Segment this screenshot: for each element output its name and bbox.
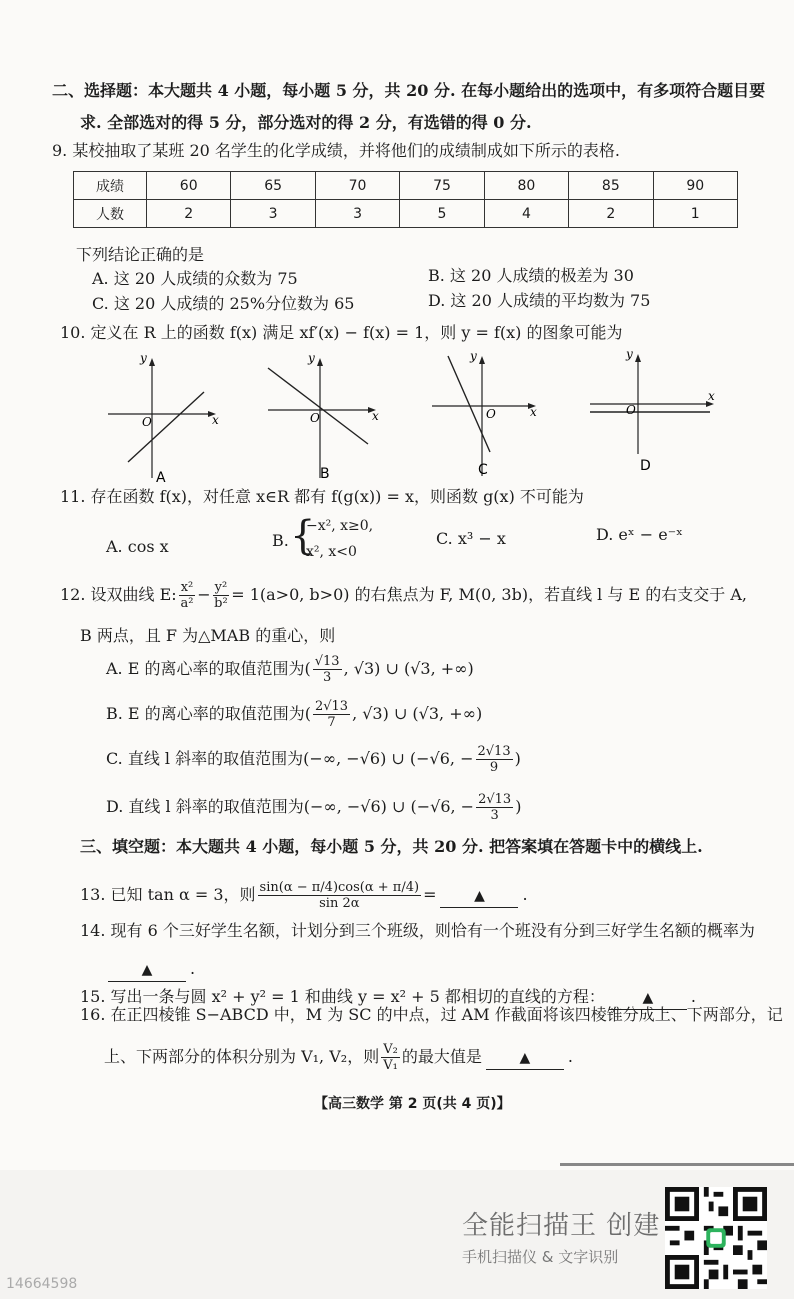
origin-label: O (486, 407, 496, 421)
triangle-marker-icon: ▲ (642, 990, 654, 1006)
q13 (80, 880, 528, 911)
period: . (190, 959, 196, 978)
answer-blank[interactable] (440, 884, 518, 908)
table-cell: 5 (400, 200, 484, 228)
fraction-numerator: x² (180, 580, 194, 595)
fraction-denominator: a² (180, 596, 194, 611)
scanner-brand: 全能扫描王 创建 (462, 1211, 661, 1241)
q9-option-d: D. 这 20 人成绩的平均数为 75 (428, 291, 651, 310)
table-cell: 65 (231, 172, 315, 200)
table-cell: 3 (231, 200, 315, 228)
triangle-marker-icon: ▲ (474, 888, 485, 904)
table-header-count: 人数 (74, 200, 147, 228)
option-text: A. E 的离心率的取值范围为( (106, 659, 311, 678)
minus-sign: − (197, 585, 211, 604)
q12-line2: B 两点，且 F 为△MAB 的重心，则 (80, 626, 336, 645)
document-id: 14664598 (6, 1276, 78, 1292)
period: . (522, 885, 528, 904)
q12-option-d (106, 792, 521, 823)
q13-pre: 13. 已知 tan α = 3，则 (80, 885, 256, 904)
table-cell: 3 (315, 200, 399, 228)
q11-option-b-label: B. (272, 531, 289, 550)
q14-line1: 14. 现有 6 个三好学生名额，计划分到三个班级，则恰有一个班没有分到三好学生名额的概率为 (80, 921, 755, 940)
axis-x-label: x (530, 405, 537, 419)
q10-graph-b (260, 350, 390, 485)
q15-text: 15. 写出一条与圆 x² + y² = 1 和曲线 y = x² + 5 都相切的直线的方程： (80, 987, 605, 1006)
option-text: C. 直线 l 斜率的取值范围为(−∞, −√6) ∪ (−√6, − (106, 749, 474, 768)
table-cell: 85 (569, 172, 653, 200)
table-cell: 2 (147, 200, 231, 228)
option-text: B. E 的离心率的取值范围为( (106, 704, 311, 723)
graph-label-a: A (156, 470, 166, 485)
q12-stem (60, 580, 747, 611)
table-cell: 70 (315, 172, 399, 200)
fraction-denominator: sin 2α (319, 896, 360, 911)
q12-option-a (106, 654, 474, 685)
qr-code-icon[interactable] (665, 1187, 767, 1289)
option-text: , √3) ∪ (√3, +∞) (343, 659, 474, 678)
table-header-score: 成绩 (74, 172, 147, 200)
table-cell: 1 (653, 200, 737, 228)
axis-y-label: y (140, 351, 147, 365)
graph-label-b: B (320, 466, 330, 482)
fraction-numerator: y² (214, 580, 228, 595)
triangle-marker-icon: ▲ (519, 1050, 531, 1066)
section3-heading: 三、填空题：本大题共 4 小题，每小题 5 分，共 20 分. 把答案填在答题卡中的横线上. (80, 837, 703, 856)
option-text: ) (514, 749, 521, 768)
axis-x-label: x (708, 389, 715, 403)
divider (560, 1163, 794, 1166)
axis-y-label: y (308, 351, 315, 365)
q9-option-c: C. 这 20 人成绩的 25%分位数为 65 (92, 294, 355, 313)
q11-option-b-case1: −x², x≥0, (306, 518, 374, 534)
q9-option-b: B. 这 20 人成绩的极差为 30 (428, 266, 634, 285)
table-cell: 60 (147, 172, 231, 200)
fraction-numerator: 2√13 (478, 792, 512, 807)
triangle-marker-icon: ▲ (141, 962, 153, 978)
q11-option-d: D. eˣ − e⁻ˣ (596, 525, 683, 544)
origin-label: O (310, 411, 320, 425)
q12-stem-post: = 1(a>0, b>0) 的右焦点为 F, M(0, 3b)，若直线 l 与 E 的右支交于 A, (231, 585, 747, 604)
q10-graph-d (580, 346, 730, 476)
answer-blank[interactable] (486, 1046, 564, 1070)
section2-heading-line2: 求. 全部选对的得 5 分，部分选对的得 2 分，有选错的得 0 分. (80, 113, 532, 132)
period: . (690, 987, 697, 1006)
q12-stem-pre: 12. 设双曲线 E: (60, 585, 177, 604)
option-text: , √3) ∪ (√3, +∞) (352, 704, 483, 723)
q14-line2 (104, 958, 195, 982)
q11-option-a: A. cos x (106, 537, 169, 556)
graph-label-c: C (478, 462, 488, 478)
axis-y-label: y (626, 347, 633, 361)
q10-graph-c (420, 348, 550, 483)
q16-post: 的最大值是 (401, 1047, 482, 1066)
fraction-denominator: 9 (489, 760, 499, 775)
q12-option-b (106, 699, 482, 730)
q12-fraction-x (179, 580, 196, 611)
section2-heading-line1: 二、选择题：本大题共 4 小题，每小题 5 分，共 20 分. 在每小题给出的选项中，有多项符合题目要 (52, 81, 766, 100)
table-cell: 90 (653, 172, 737, 200)
q9-stem: 9. 某校抽取了某班 20 名学生的化学成绩，并将他们的成绩制成如下所示的表格. (52, 141, 620, 160)
fraction-denominator: b² (214, 596, 228, 611)
fraction-numerator: 2√13 (314, 699, 349, 714)
table-cell: 2 (569, 200, 653, 228)
q16-line1: 16. 在正四棱锥 S−ABCD 中，M 为 SC 的中点，过 AM 作截面将该四棱锥分成上、下两部分，记 (80, 1005, 783, 1024)
grade-table (73, 171, 738, 228)
q12-fraction-y (213, 580, 230, 611)
period: . (567, 1047, 573, 1066)
q13-fraction (258, 880, 422, 911)
fraction-denominator: 7 (327, 715, 336, 730)
fraction (313, 654, 342, 685)
axis-y-label: y (470, 349, 477, 363)
q16-pre: 上、下两部分的体积分别为 V₁, V₂，则 (104, 1047, 380, 1066)
fraction (313, 699, 350, 730)
table-cell: 80 (484, 172, 568, 200)
q12-option-c (106, 744, 521, 775)
fraction (476, 744, 513, 775)
q10-graph-a (100, 350, 230, 485)
q16-line2 (104, 1042, 573, 1073)
fraction-numerator: √13 (314, 654, 340, 669)
origin-label: O (142, 415, 152, 429)
equals-sign: = (423, 885, 437, 904)
option-text: ) (515, 797, 522, 816)
answer-blank[interactable] (108, 958, 186, 982)
fraction-numerator: V₂ (383, 1042, 398, 1057)
q10-stem: 10. 定义在 R 上的函数 f(x) 满足 xf′(x) − f(x) = 1，则 y = f(x) 的图象可能为 (60, 323, 623, 342)
fraction-denominator: 3 (490, 808, 499, 823)
q9-prompt: 下列结论正确的是 (76, 245, 205, 264)
fraction-denominator: V₁ (383, 1058, 398, 1073)
q9-option-a: A. 这 20 人成绩的众数为 75 (92, 269, 298, 288)
q11-option-b-case2: x², x<0 (306, 544, 357, 560)
origin-label: O (626, 403, 636, 417)
option-text: D. 直线 l 斜率的取值范围为(−∞, −√6) ∪ (−√6, − (106, 797, 475, 816)
graph-label-d: D (640, 458, 651, 474)
q16-fraction (381, 1042, 400, 1073)
fraction (476, 792, 513, 823)
scanner-subtitle: 手机扫描仪 & 文字识别 (462, 1248, 619, 1266)
page-footer: 【高三数学 第 2 页(共 4 页)】 (314, 1096, 511, 1112)
table-cell: 4 (484, 200, 568, 228)
q11-stem: 11. 存在函数 f(x)，对任意 x∈R 都有 f(g(x)) = x，则函数 g(x) 不可能为 (60, 487, 584, 506)
fraction-numerator: 2√13 (477, 744, 511, 759)
fraction-numerator: sin(α − π/4)cos(α + π/4) (259, 880, 420, 895)
table-row (74, 200, 738, 228)
axis-x-label: x (212, 413, 219, 427)
table-cell: 75 (400, 172, 484, 200)
brace-icon: { (290, 513, 316, 559)
table-row (74, 172, 738, 200)
fraction-denominator: 3 (323, 670, 332, 685)
q11-option-c: C. x³ − x (436, 529, 506, 548)
axis-x-label: x (372, 409, 379, 423)
